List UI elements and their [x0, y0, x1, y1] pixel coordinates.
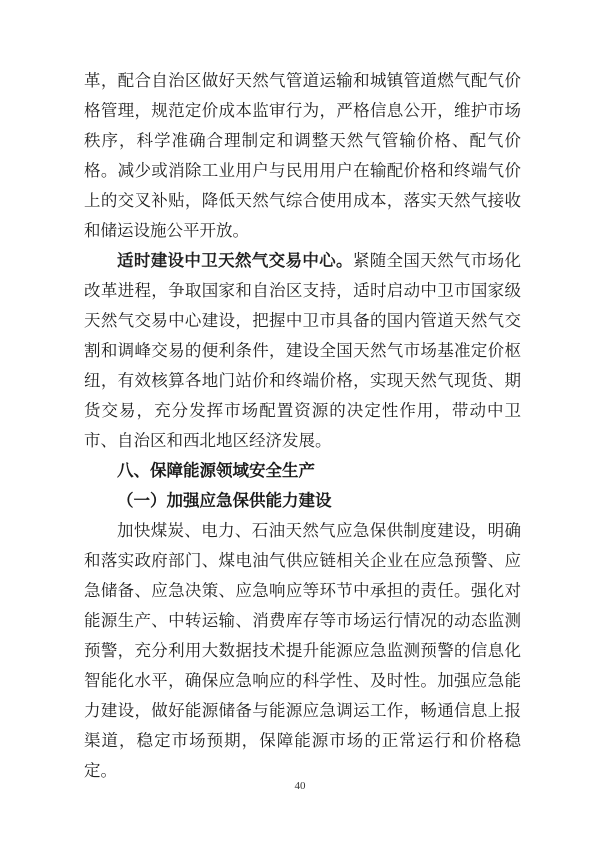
page-footer — [0, 776, 600, 794]
paragraph-emergency-supply: 加快煤炭、电力、石油天然气应急保供制度建设，明确和落实政府部门、煤电油气供应链相关企业在应急预警、应急储备、应急决策、应急响应等环节中承担的责任。强化对能源生产、中转运输、消费库存等市场运行情况的动态监测预警，充分利用大数据技术提升能源应急监测预警的信息化智能化水平，确保应急响应的科学性、及时性。加强应急能力建设，做好能源储备与能源应急调运工作，畅通信息上报渠道，稳定市场预期，保障能源市场的正常运行和价格稳定。 — [84, 521, 521, 780]
paragraph-gas-trading-center — [84, 246, 521, 456]
section-heading-energy-safety: 八、保障能源领域安全生产 — [117, 462, 315, 480]
paragraph-lead-bold: 适时建设中卫天然气交易中心。 — [117, 251, 353, 270]
subsection-heading-emergency-capacity: （一）加强应急保供能力建设 — [117, 491, 332, 510]
paragraph-lead-rest: 紧随全国天然气市场化改革进程，争取国家和自治区支持，适时启动中卫市国家级天然气交易中心建设，把握中卫市具备的国内管道天然气交割和调峰交易的便利条件，建设全国天然气市场基准定价枢纽，有效核算各地门站价和终端价格，实现天然气现货、期货交易，充分发挥市场配置资源的决定性作用，带动中卫市、自治区和西北地区经济发展。 — [84, 251, 522, 450]
paragraph-gas-price-regulation: 革，配合自治区做好天然气管道运输和城镇管道燃气配气价格管理，规范定价成本监审行为，严格信息公开，维护市场秩序，科学准确合理制定和调整天然气管输价格、配气价格。减少或消除工业用户与民用用户在输配价格和终端气价上的交叉补贴，降低天然气综合使用成本，落实天然气接收和储运设施公平开放。 — [84, 71, 521, 240]
page-content — [84, 66, 521, 786]
page-number: 40 — [294, 780, 306, 792]
